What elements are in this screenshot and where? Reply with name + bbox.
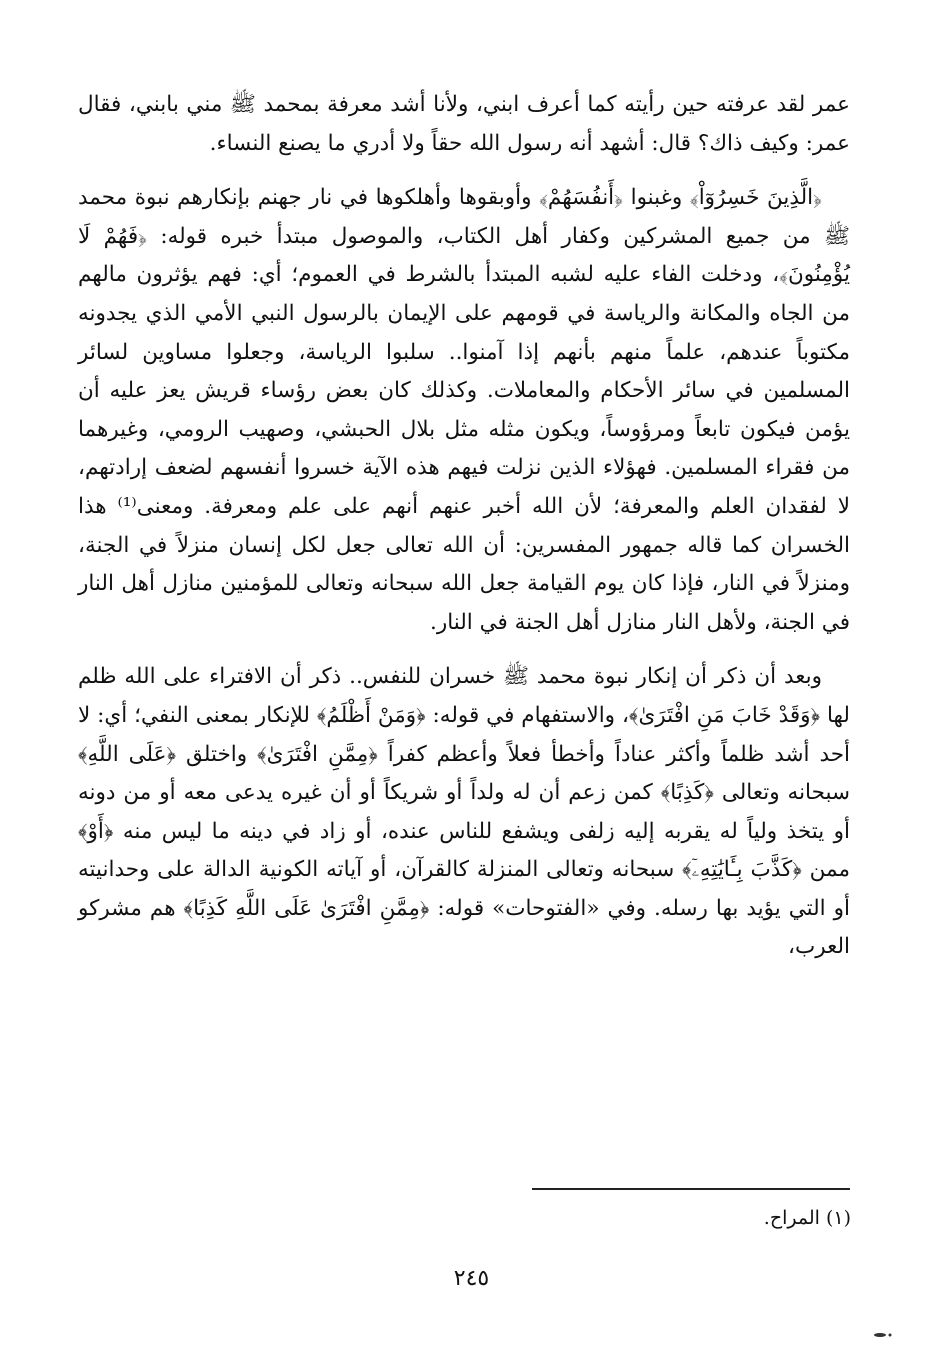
footnote-separator <box>532 1188 850 1190</box>
paragraph-2: ﴿الَّذِينَ خَسِرُوٓاْ﴾ وغبنوا ﴿أَنفُسَهُمْ﴾ وأوبقوها وأهلكوها في نار جهنم بإنكارهم نبوة محمد ﷺ من جميع المشركين وكفار أهل الكتاب، والموصول مبتدأ خبره قوله: ﴿فَهُمْ لَا يُؤْمِنُونَ﴾، ودخلت الفاء عليه لشبه المبتدأ بالشرط في العموم؛ أي: فهم يؤثرون مالهم من الجاه والمكانة والرياسة في قومهم على الإيمان بالرسول النبي الأمي الذي يجدونه مكتوباً عندهم، علماً منهم بأنهم إذا آمنوا.. سلبوا الرياسة، وجعلوا مساوين لسائر المسلمين في سائر الأحكام والمعاملات. وكذلك كان بعض رؤساء قريش يعز عليه أن يؤمن فيكون تابعاً ومرؤوساً، ويكون مثله مثل بلال الحبشي، وصهيب الرومي، وغيرهما من فقراء المسلمين. فهؤلاء الذين نزلت فيهم هذه الآية خسروا أنفسهم لضعف إرادتهم، لا لفقدان العلم والمعرفة؛ لأن الله أخبر عنهم أنهم على علم ومعرفة. ومعنى⁽¹⁾ هذا الخسران كما قاله جمهور المفسرين: أن الله تعالى جعل لكل إنسان منزلاً في الجنة، ومنزلاً في النار، فإذا كان يوم القيامة جعل الله سبحانه وتعالى للمؤمنين منازل أهل النار في الجنة، ولأهل النار منازل أهل الجنة في النار. <box>78 185 850 635</box>
paragraph-1: عمر لقد عرفته حين رأيته كما أعرف ابني، ولأنا أشد معرفة بمحمد ﷺ مني بابني، فقال عمر: وكيف ذاك؟ قال: أشهد أنه رسول الله حقاً ولا أدري ما يصنع النساء. <box>78 92 850 156</box>
footnote: (١) المراح. <box>763 1207 851 1229</box>
page-number: ٢٤٥ <box>453 1266 490 1291</box>
paragraph-3: وبعد أن ذكر أن إنكار نبوة محمد ﷺ خسران للنفس.. ذكر أن الافتراء على الله ظلم لها ﴿وَقَدْ خَابَ مَنِ افْتَرَىٰ﴾، والاستفهام في قوله: ﴿وَمَنْ أَظْلَمُ﴾ للإنكار بمعنى النفي؛ أي: لا أحد أشد ظلماً وأكثر عناداً وأخطأ فعلاً وأعظم كفراً ﴿مِمَّنِ افْتَرَىٰ﴾ واختلق ﴿عَلَى اللَّهِ﴾ سبحانه وتعالى ﴿كَذِبًا﴾ كمن زعم أن له ولداً أو شريكاً أو أن غيره يدعى معه أو من دونه أو يتخذ ولياً له يقربه إليه زلفى ويشفع للناس عنده، أو زاد في دينه ما ليس منه ﴿أَوْ﴾ ممن ﴿كَذَّبَ بِـَٔايَٰتِهِۦٓ﴾ سبحانه وتعالى المنزلة كالقرآن، أو آياته الكونية الدالة على وحدانيته أو التي يؤيد بها رسله. وفي «الفتوحات» قوله: ﴿مِمَّنِ افْتَرَىٰ عَلَى اللَّهِ كَذِبًا﴾ هم مشركو العرب، <box>78 664 850 960</box>
body-text <box>78 86 850 967</box>
scan-smudge <box>872 1332 896 1338</box>
